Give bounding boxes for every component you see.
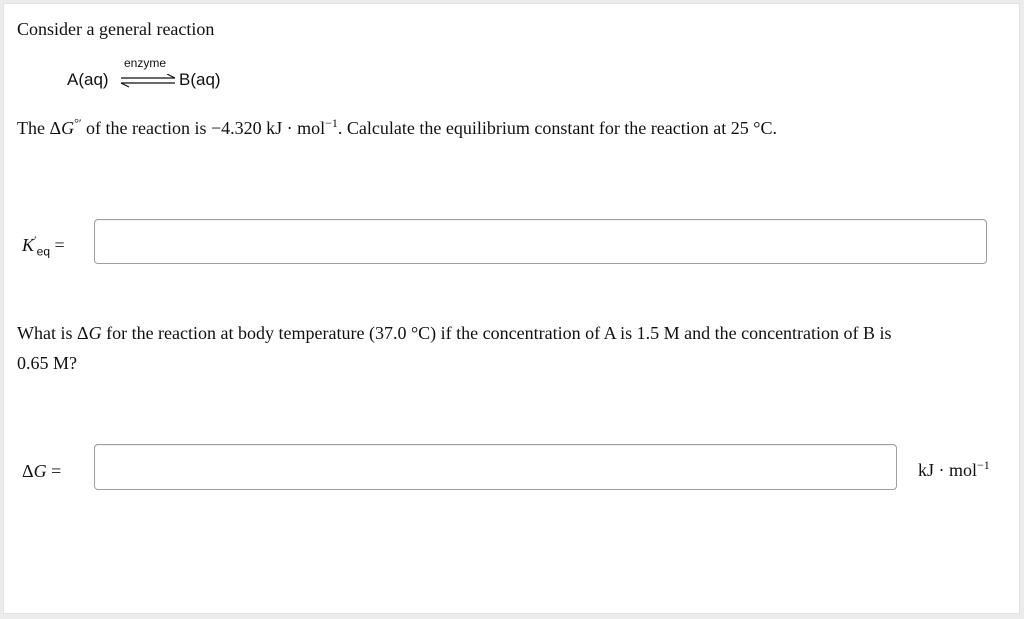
keq-label: $K'_{eq}$ =: [22, 233, 65, 259]
question-part2-line1: What is ΔG for the reaction at body temperature (37.0 °C) if the concentration of A is 1.5 M and the concentration of B is: [17, 323, 892, 343]
product-label: B(aq): [179, 70, 221, 89]
intro-text: Consider a general reaction: [17, 19, 215, 39]
delta-g-unit: kJ · mol$^{-1}$: [918, 458, 990, 480]
question-panel: [3, 3, 1020, 614]
question-part1: The ΔG°′ of the reaction is −4.320 kJ · mol$^{-1}$. Calculate the equilibrium constant for the reaction at 25 °C.: [17, 116, 777, 138]
delta-symbol: Δ: [77, 323, 89, 343]
unit-exponent: −1: [325, 116, 338, 130]
keq-answer-input[interactable]: [94, 219, 987, 264]
question-part2-line2: 0.65 M?: [17, 353, 77, 373]
standard-mark: °′: [74, 116, 82, 130]
gibbs-symbol: G: [61, 118, 75, 138]
delta-g-label: ΔG =: [22, 461, 62, 481]
gibbs-symbol: G: [88, 323, 102, 343]
equilibrium-arrow-icon: [119, 74, 177, 88]
delta-g-answer-input[interactable]: [94, 444, 897, 490]
reactant-label: A(aq): [67, 70, 109, 89]
delta-symbol: Δ: [49, 118, 62, 138]
reaction-equation: [62, 54, 262, 98]
catalyst-label: enzyme: [124, 56, 167, 70]
